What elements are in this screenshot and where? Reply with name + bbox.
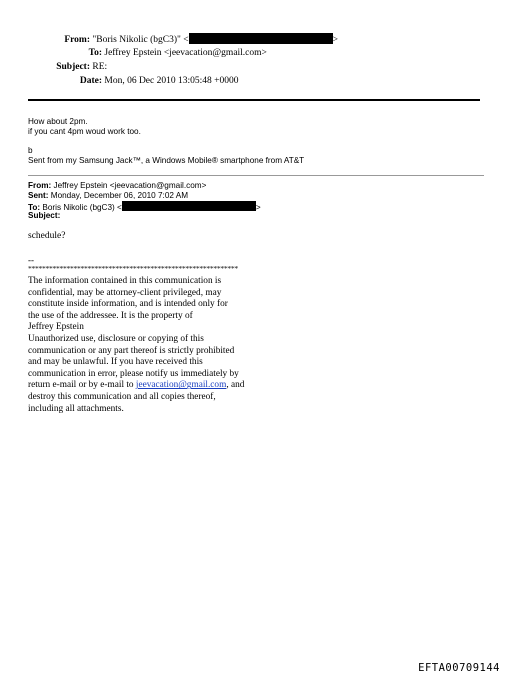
disclaimer-line: confidential, may be attorney-client privileged, may	[28, 287, 222, 298]
quoted-from-value: Jeffrey Epstein <jeevacation@gmail.com>	[53, 181, 207, 190]
disclaimer-text	[28, 276, 328, 415]
disclaimer-stars: ************************************************************	[28, 264, 238, 273]
quoted-to-close: >	[255, 203, 261, 212]
document-id: EFTA00709144	[418, 662, 500, 674]
date-value: Mon, 06 Dec 2010 13:05:48 +0000	[104, 76, 239, 86]
quoted-to-value: Boris Nikolic (bgC3) <	[42, 203, 122, 212]
disclaimer-line: the use of the addressee. It is the property of	[28, 310, 193, 321]
disclaimer-line: and may be unlawful. If you have received this	[28, 357, 203, 368]
disclaimer-post-link: , and	[226, 380, 245, 391]
email-link[interactable]: jeevacation@gmail.com	[135, 380, 227, 391]
quoted-to-label: To:	[28, 203, 41, 212]
disclaimer-line: communication or any part thereof is strictly prohibited	[28, 345, 235, 356]
header-subject	[28, 61, 107, 74]
redaction-block	[189, 33, 333, 44]
redaction-block	[122, 201, 256, 211]
quote-divider	[28, 175, 484, 176]
quoted-body: schedule?	[28, 231, 66, 241]
quoted-sent	[28, 191, 188, 201]
quoted-subject	[28, 211, 60, 221]
from-value: "Boris Nikolic (bgC3)" <	[92, 35, 189, 45]
header-to	[28, 47, 267, 60]
from-label: From:	[64, 35, 90, 45]
subject-label: Subject:	[56, 62, 90, 72]
reply-line-3: b	[28, 146, 33, 155]
from-close: >	[332, 35, 338, 45]
subject-value: RE:	[92, 62, 108, 72]
header-from	[28, 33, 338, 47]
disclaimer-line: constitute inside information, and is intended only for	[28, 299, 228, 310]
reply-line-1: How about 2pm.	[28, 117, 88, 126]
reply-signature: Sent from my Samsung Jack™, a Windows Mobile® smartphone from AT&T	[28, 156, 305, 165]
disclaimer-pre-link: return e-mail or by e-mail to	[28, 380, 136, 391]
disclaimer-line: The information contained in this communication is	[28, 276, 222, 286]
disclaimer-line: Jeffrey Epstein	[28, 322, 84, 333]
quoted-sent-label: Sent:	[28, 191, 49, 200]
disclaimer-line: including all attachments.	[28, 403, 124, 414]
quoted-subject-label: Subject:	[28, 211, 61, 220]
reply-line-2: if you cant 4pm woud work too.	[28, 127, 141, 136]
disclaimer-line: communication in error, please notify us immediately by	[28, 368, 239, 379]
header-divider	[28, 99, 480, 101]
to-value: Jeffrey Epstein <jeevacation@gmail.com>	[104, 48, 267, 58]
date-label: Date:	[79, 76, 102, 86]
disclaimer-dashes: --	[28, 255, 34, 265]
disclaimer-line: destroy this communication and all copies thereof,	[28, 391, 216, 402]
disclaimer-line-with-link	[28, 380, 328, 392]
quoted-to	[28, 201, 261, 213]
quoted-from	[28, 181, 206, 191]
header-date	[28, 75, 239, 88]
quoted-from-label: From:	[28, 181, 52, 190]
quoted-sent-value: Monday, December 06, 2010 7:02 AM	[50, 191, 189, 200]
disclaimer-line: Unauthorized use, disclosure or copying of this	[28, 333, 204, 344]
to-label: To:	[88, 48, 102, 58]
